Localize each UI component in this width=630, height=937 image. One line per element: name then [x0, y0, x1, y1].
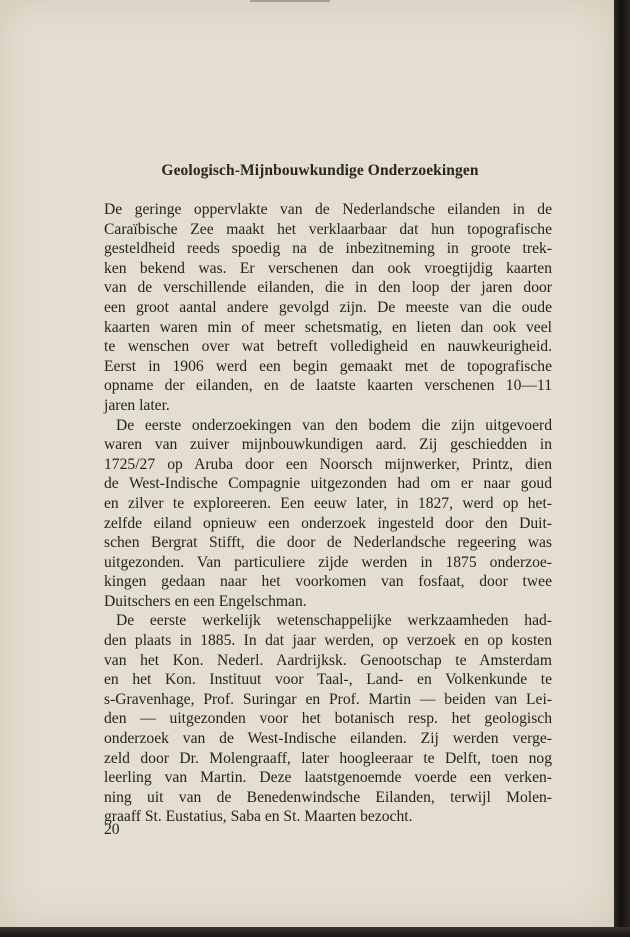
page-number: 20 — [104, 821, 120, 838]
text-line: waren van zuiver mijnbouwkundigen aard. Zij geschiedden in — [104, 436, 552, 454]
section-heading: Geologisch-Mijnbouwkundige Onderzoekingen — [161, 162, 479, 179]
text-line: te wenschen over wat betreft volledigheid en nauwkeurigheid. — [104, 338, 552, 356]
text-line: Caraïbische Zee maakt het verklaarbaar dat hun topografische — [104, 220, 552, 238]
text-line: De geringe oppervlakte van de Nederlandsche eilanden in de — [104, 201, 552, 218]
text-line: schen Bergrat Stifft, die door de Nederlandsche regeering was — [104, 534, 552, 552]
book-bottom-edge — [0, 927, 630, 937]
text-line: Duitschers en een Engelschman. — [104, 592, 307, 610]
text-line: van het Kon. Nederl. Aardrijksk. Genootschap te Amsterdam — [104, 651, 552, 669]
text-line: ken bekend was. Er verschenen dan ook vroegtijdig kaarten — [104, 259, 552, 277]
text-line: zeld door Dr. Molengraaff, later hoogleeraar te Delft, toen nog — [104, 749, 552, 767]
top-edge-mark — [250, 0, 330, 2]
text-line: Eerst in 1906 werd een begin gemaakt met de topografische — [104, 357, 552, 375]
text-line: den plaats in 1885. In dat jaar werden, op verzoek en op kosten — [104, 632, 552, 650]
text-line: de West-Indische Compagnie uitgezonden had om er naar goud — [104, 475, 552, 493]
text-line: s-Gravenhage, Prof. Suringar en Prof. Martin — beiden van Lei- — [104, 690, 552, 708]
text-line: opname der eilanden, en de laatste kaarten verschenen 10—11 — [104, 377, 552, 395]
text-line: leerling van Martin. Deze laatstgenoemde voerde een verken- — [104, 769, 552, 787]
text-line: ning uit van de Benedenwindsche Eilanden, terwijl Molen- — [104, 788, 552, 806]
text-line: De eerste werkelijk wetenschappelijke werkzaamheden had- — [116, 612, 552, 630]
text-line: gesteldheid reeds spoedig na de inbezitneming in groote trek- — [104, 240, 552, 258]
text-line: graaff St. Eustatius, Saba en St. Maarten bezocht. — [104, 808, 413, 826]
text-line: een groot aantal andere gevolgd zijn. De meeste van die oude — [104, 298, 552, 316]
text-line: kaarten waren min of meer schetsmatig, en lieten dan ook veel — [104, 318, 552, 336]
text-line: uitgezonden. Van particuliere zijde werden in 1875 onderzoe- — [104, 553, 552, 571]
text-line: den — uitgezonden voor het botanisch resp. het geologisch — [104, 710, 552, 728]
text-line: De eerste onderzoekingen van den bodem die zijn uitgevoerd — [116, 416, 552, 434]
text-line: kingen gedaan naar het voorkomen van fosfaat, door twee — [104, 573, 552, 591]
text-line: 1725/27 op Aruba door een Noorsch mijnwerker, Printz, dien — [104, 455, 552, 473]
text-line: en zilver te exploreeren. Een eeuw later, in 1827, werd op het- — [104, 494, 552, 512]
body-text — [104, 200, 552, 827]
text-line: zelfde eiland opnieuw een onderzoek ingesteld door den Duit- — [104, 514, 552, 532]
text-line: onderzoek van de West-Indische eilanden. Zij werden verge- — [104, 730, 552, 748]
text-line: jaren later. — [104, 396, 170, 414]
book-spine-edge — [614, 0, 630, 937]
text-line: en het Kon. Instituut voor Taal-, Land- en Volkenkunde te — [104, 671, 552, 689]
text-line: van de verschillende eilanden, die in den loop der jaren door — [104, 279, 552, 297]
